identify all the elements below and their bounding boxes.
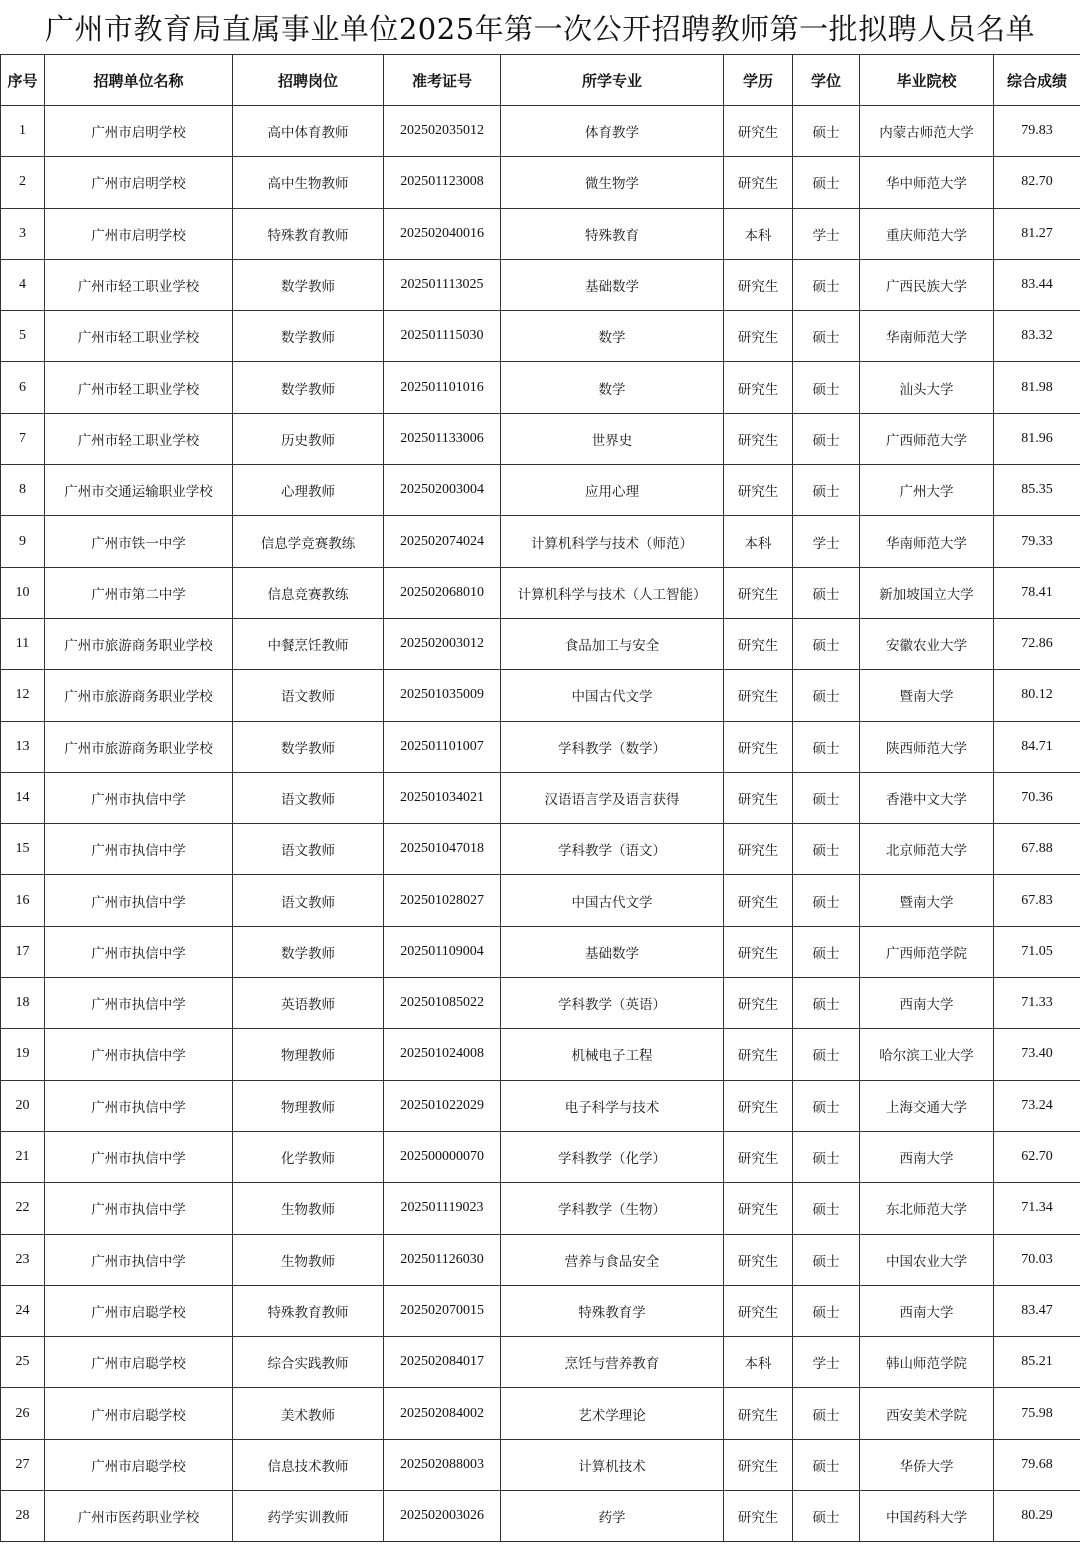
cell-school: 广西师范学院 [860,926,994,977]
cell-index: 21 [1,1131,45,1182]
table-row [1,1029,1080,1080]
table-row [1,1131,1080,1182]
cell-school: 哈尔滨工业大学 [860,1029,994,1080]
cell-score: 71.05 [994,926,1080,977]
cell-unit: 广州市执信中学 [45,1183,233,1234]
cell-score: 85.21 [994,1337,1080,1388]
cell-unit: 广州市执信中学 [45,1131,233,1182]
table-row [1,567,1080,618]
cell-score: 70.03 [994,1234,1080,1285]
cell-exam-id: 202502035012 [384,106,501,157]
cell-school: 西南大学 [860,1131,994,1182]
cell-position: 综合实践教师 [233,1337,384,1388]
table-row [1,516,1080,567]
cell-education: 本科 [724,516,793,567]
cell-education: 研究生 [724,1285,793,1336]
cell-major: 学科教学（英语） [501,978,724,1029]
cell-education: 研究生 [724,259,793,310]
cell-degree: 硕士 [793,1029,860,1080]
cell-unit: 广州市旅游商务职业学校 [45,721,233,772]
table-row [1,413,1080,464]
cell-school: 华南师范大学 [860,311,994,362]
table-row [1,670,1080,721]
cell-school: 暨南大学 [860,670,994,721]
table-row [1,1080,1080,1131]
cell-exam-id: 202500000070 [384,1131,501,1182]
cell-exam-id: 202502084002 [384,1388,501,1439]
cell-degree: 硕士 [793,1183,860,1234]
table-row [1,1285,1080,1336]
cell-major: 计算机技术 [501,1439,724,1490]
header-index: 序号 [1,55,45,106]
cell-school: 中国农业大学 [860,1234,994,1285]
cell-degree: 硕士 [793,157,860,208]
cell-exam-id: 202501123008 [384,157,501,208]
cell-major: 机械电子工程 [501,1029,724,1080]
cell-exam-id: 202502003012 [384,618,501,669]
cell-education: 研究生 [724,1234,793,1285]
table-header-row [1,55,1080,106]
cell-position: 物理教师 [233,1080,384,1131]
cell-unit: 广州市启聪学校 [45,1337,233,1388]
cell-position: 生物教师 [233,1234,384,1285]
cell-education: 研究生 [724,670,793,721]
cell-index: 18 [1,978,45,1029]
cell-degree: 硕士 [793,772,860,823]
cell-score: 62.70 [994,1131,1080,1182]
cell-school: 重庆师范大学 [860,208,994,259]
cell-education: 研究生 [724,1080,793,1131]
cell-education: 本科 [724,1337,793,1388]
cell-exam-id: 202501109004 [384,926,501,977]
cell-degree: 硕士 [793,106,860,157]
cell-degree: 硕士 [793,413,860,464]
cell-exam-id: 202501101007 [384,721,501,772]
cell-education: 研究生 [724,362,793,413]
table-row [1,618,1080,669]
cell-unit: 广州市第二中学 [45,567,233,618]
cell-unit: 广州市启聪学校 [45,1285,233,1336]
cell-school: 华中师范大学 [860,157,994,208]
table-row [1,1491,1080,1542]
cell-index: 20 [1,1080,45,1131]
cell-exam-id: 202502003026 [384,1491,501,1542]
cell-degree: 硕士 [793,978,860,1029]
cell-school: 上海交通大学 [860,1080,994,1131]
cell-exam-id: 202501028027 [384,875,501,926]
cell-unit: 广州市启明学校 [45,157,233,208]
cell-unit: 广州市轻工职业学校 [45,311,233,362]
cell-index: 1 [1,106,45,157]
cell-unit: 广州市执信中学 [45,875,233,926]
cell-degree: 硕士 [793,618,860,669]
cell-unit: 广州市轻工职业学校 [45,413,233,464]
header-unit: 招聘单位名称 [45,55,233,106]
cell-major: 中国古代文学 [501,875,724,926]
cell-score: 81.96 [994,413,1080,464]
cell-score: 73.24 [994,1080,1080,1131]
cell-position: 药学实训教师 [233,1491,384,1542]
cell-education: 研究生 [724,567,793,618]
cell-exam-id: 202501115030 [384,311,501,362]
cell-education: 研究生 [724,311,793,362]
cell-unit: 广州市铁一中学 [45,516,233,567]
cell-degree: 硕士 [793,362,860,413]
header-degree: 学位 [793,55,860,106]
cell-position: 数学教师 [233,311,384,362]
cell-education: 研究生 [724,157,793,208]
cell-degree: 硕士 [793,721,860,772]
cell-index: 19 [1,1029,45,1080]
cell-school: 西南大学 [860,1285,994,1336]
cell-position: 语文教师 [233,824,384,875]
table-row [1,1337,1080,1388]
cell-education: 研究生 [724,413,793,464]
cell-degree: 硕士 [793,1285,860,1336]
cell-index: 10 [1,567,45,618]
cell-major: 药学 [501,1491,724,1542]
cell-unit: 广州市启明学校 [45,106,233,157]
cell-unit: 广州市执信中学 [45,978,233,1029]
cell-major: 数学 [501,311,724,362]
table-row [1,824,1080,875]
cell-exam-id: 202501047018 [384,824,501,875]
cell-degree: 硕士 [793,1234,860,1285]
cell-exam-id: 202501034021 [384,772,501,823]
table-row [1,311,1080,362]
cell-education: 研究生 [724,1131,793,1182]
cell-school: 广西民族大学 [860,259,994,310]
cell-major: 微生物学 [501,157,724,208]
cell-degree: 学士 [793,516,860,567]
cell-degree: 硕士 [793,465,860,516]
cell-degree: 学士 [793,1337,860,1388]
cell-major: 中国古代文学 [501,670,724,721]
cell-school: 北京师范大学 [860,824,994,875]
cell-unit: 广州市交通运输职业学校 [45,465,233,516]
cell-school: 华南师范大学 [860,516,994,567]
cell-degree: 硕士 [793,824,860,875]
cell-education: 研究生 [724,1029,793,1080]
cell-unit: 广州市执信中学 [45,1234,233,1285]
cell-score: 80.29 [994,1491,1080,1542]
cell-position: 语文教师 [233,670,384,721]
header-position: 招聘岗位 [233,55,384,106]
cell-score: 67.83 [994,875,1080,926]
cell-exam-id: 202501126030 [384,1234,501,1285]
cell-major: 特殊教育 [501,208,724,259]
table-row [1,362,1080,413]
cell-education: 研究生 [724,1388,793,1439]
cell-school: 韩山师范学院 [860,1337,994,1388]
table-row [1,721,1080,772]
cell-degree: 硕士 [793,1491,860,1542]
cell-position: 物理教师 [233,1029,384,1080]
cell-exam-id: 202501024008 [384,1029,501,1080]
table-row [1,772,1080,823]
cell-degree: 硕士 [793,1439,860,1490]
cell-index: 2 [1,157,45,208]
cell-unit: 广州市医药职业学校 [45,1491,233,1542]
cell-school: 暨南大学 [860,875,994,926]
cell-unit: 广州市执信中学 [45,926,233,977]
cell-index: 8 [1,465,45,516]
table-row [1,1234,1080,1285]
cell-position: 数学教师 [233,926,384,977]
header-exam-id: 准考证号 [384,55,501,106]
cell-education: 研究生 [724,1439,793,1490]
cell-score: 71.33 [994,978,1080,1029]
header-major: 所学专业 [501,55,724,106]
cell-education: 研究生 [724,875,793,926]
table-body [1,106,1080,1542]
cell-school: 中国药科大学 [860,1491,994,1542]
cell-education: 本科 [724,208,793,259]
cell-school: 东北师范大学 [860,1183,994,1234]
cell-unit: 广州市轻工职业学校 [45,362,233,413]
cell-education: 研究生 [724,772,793,823]
cell-index: 17 [1,926,45,977]
cell-position: 化学教师 [233,1131,384,1182]
cell-education: 研究生 [724,926,793,977]
table-row [1,875,1080,926]
cell-score: 85.35 [994,465,1080,516]
cell-major: 应用心理 [501,465,724,516]
cell-position: 信息技术教师 [233,1439,384,1490]
cell-score: 67.88 [994,824,1080,875]
cell-major: 世界史 [501,413,724,464]
cell-major: 特殊教育学 [501,1285,724,1336]
cell-score: 75.98 [994,1388,1080,1439]
cell-index: 25 [1,1337,45,1388]
cell-position: 特殊教育教师 [233,1285,384,1336]
cell-position: 美术教师 [233,1388,384,1439]
cell-score: 79.33 [994,516,1080,567]
cell-score: 83.47 [994,1285,1080,1336]
cell-major: 计算机科学与技术（人工智能） [501,567,724,618]
table-row [1,259,1080,310]
cell-exam-id: 202501113025 [384,259,501,310]
cell-unit: 广州市启聪学校 [45,1388,233,1439]
cell-index: 24 [1,1285,45,1336]
cell-school: 陕西师范大学 [860,721,994,772]
cell-position: 数学教师 [233,721,384,772]
cell-score: 81.27 [994,208,1080,259]
header-school: 毕业院校 [860,55,994,106]
cell-position: 数学教师 [233,362,384,413]
cell-score: 71.34 [994,1183,1080,1234]
table-row [1,978,1080,1029]
cell-index: 3 [1,208,45,259]
cell-exam-id: 202502084017 [384,1337,501,1388]
cell-index: 13 [1,721,45,772]
cell-unit: 广州市执信中学 [45,1029,233,1080]
cell-school: 广西师范大学 [860,413,994,464]
cell-major: 学科教学（数学） [501,721,724,772]
cell-degree: 硕士 [793,567,860,618]
hiring-roster-table [0,54,1080,1542]
cell-position: 生物教师 [233,1183,384,1234]
table-row [1,1183,1080,1234]
cell-exam-id: 202501085022 [384,978,501,1029]
cell-position: 特殊教育教师 [233,208,384,259]
cell-major: 营养与食品安全 [501,1234,724,1285]
cell-position: 信息学竞赛教练 [233,516,384,567]
cell-position: 高中生物教师 [233,157,384,208]
header-education: 学历 [724,55,793,106]
cell-index: 9 [1,516,45,567]
cell-degree: 硕士 [793,259,860,310]
cell-index: 23 [1,1234,45,1285]
table-row [1,106,1080,157]
header-score: 综合成绩 [994,55,1080,106]
cell-education: 研究生 [724,824,793,875]
cell-major: 基础数学 [501,259,724,310]
cell-major: 烹饪与营养教育 [501,1337,724,1388]
cell-exam-id: 202502003004 [384,465,501,516]
cell-school: 安徽农业大学 [860,618,994,669]
cell-education: 研究生 [724,106,793,157]
table-row [1,208,1080,259]
cell-position: 中餐烹饪教师 [233,618,384,669]
cell-index: 5 [1,311,45,362]
cell-major: 基础数学 [501,926,724,977]
cell-school: 汕头大学 [860,362,994,413]
cell-score: 80.12 [994,670,1080,721]
cell-education: 研究生 [724,978,793,1029]
cell-exam-id: 202502074024 [384,516,501,567]
cell-unit: 广州市旅游商务职业学校 [45,618,233,669]
cell-major: 学科教学（生物） [501,1183,724,1234]
cell-position: 历史教师 [233,413,384,464]
cell-school: 西南大学 [860,978,994,1029]
cell-position: 高中体育教师 [233,106,384,157]
cell-education: 研究生 [724,465,793,516]
cell-major: 汉语语言学及语言获得 [501,772,724,823]
cell-major: 体育教学 [501,106,724,157]
cell-index: 27 [1,1439,45,1490]
cell-index: 6 [1,362,45,413]
cell-unit: 广州市执信中学 [45,772,233,823]
cell-exam-id: 202501133006 [384,413,501,464]
cell-degree: 硕士 [793,926,860,977]
cell-major: 学科教学（语文） [501,824,724,875]
cell-index: 15 [1,824,45,875]
table-row [1,465,1080,516]
cell-score: 70.36 [994,772,1080,823]
cell-score: 79.68 [994,1439,1080,1490]
cell-index: 14 [1,772,45,823]
table-row [1,1388,1080,1439]
cell-position: 语文教师 [233,875,384,926]
cell-school: 华侨大学 [860,1439,994,1490]
cell-major: 学科教学（化学） [501,1131,724,1182]
cell-index: 26 [1,1388,45,1439]
table-row [1,157,1080,208]
cell-exam-id: 202502088003 [384,1439,501,1490]
cell-score: 78.41 [994,567,1080,618]
cell-exam-id: 202502068010 [384,567,501,618]
cell-index: 16 [1,875,45,926]
cell-major: 计算机科学与技术（师范） [501,516,724,567]
document-title: 广州市教育局直属事业单位2025年第一次公开招聘教师第一批拟聘人员名单 [44,12,1036,46]
cell-score: 72.86 [994,618,1080,669]
cell-degree: 学士 [793,208,860,259]
cell-education: 研究生 [724,1491,793,1542]
cell-score: 81.98 [994,362,1080,413]
cell-education: 研究生 [724,618,793,669]
cell-score: 84.71 [994,721,1080,772]
cell-education: 研究生 [724,1183,793,1234]
cell-score: 73.40 [994,1029,1080,1080]
cell-degree: 硕士 [793,670,860,721]
cell-major: 艺术学理论 [501,1388,724,1439]
cell-position: 心理教师 [233,465,384,516]
cell-school: 广州大学 [860,465,994,516]
cell-index: 22 [1,1183,45,1234]
cell-degree: 硕士 [793,875,860,926]
cell-degree: 硕士 [793,1131,860,1182]
cell-major: 数学 [501,362,724,413]
cell-index: 12 [1,670,45,721]
cell-school: 香港中文大学 [860,772,994,823]
cell-score: 79.83 [994,106,1080,157]
cell-score: 82.70 [994,157,1080,208]
cell-education: 研究生 [724,721,793,772]
cell-exam-id: 202501022029 [384,1080,501,1131]
cell-index: 7 [1,413,45,464]
cell-unit: 广州市轻工职业学校 [45,259,233,310]
cell-exam-id: 202501035009 [384,670,501,721]
cell-index: 4 [1,259,45,310]
cell-school: 内蒙古师范大学 [860,106,994,157]
cell-position: 数学教师 [233,259,384,310]
cell-position: 语文教师 [233,772,384,823]
cell-exam-id: 202502040016 [384,208,501,259]
cell-exam-id: 202502070015 [384,1285,501,1336]
cell-school: 西安美术学院 [860,1388,994,1439]
cell-exam-id: 202501119023 [384,1183,501,1234]
cell-school: 新加坡国立大学 [860,567,994,618]
table-row [1,926,1080,977]
cell-degree: 硕士 [793,1080,860,1131]
cell-position: 英语教师 [233,978,384,1029]
cell-unit: 广州市执信中学 [45,824,233,875]
table-row [1,1439,1080,1490]
cell-degree: 硕士 [793,1388,860,1439]
cell-degree: 硕士 [793,311,860,362]
cell-unit: 广州市启明学校 [45,208,233,259]
cell-exam-id: 202501101016 [384,362,501,413]
cell-score: 83.44 [994,259,1080,310]
cell-index: 28 [1,1491,45,1542]
cell-unit: 广州市启聪学校 [45,1439,233,1490]
cell-position: 信息竞赛教练 [233,567,384,618]
cell-unit: 广州市旅游商务职业学校 [45,670,233,721]
cell-score: 83.32 [994,311,1080,362]
cell-unit: 广州市执信中学 [45,1080,233,1131]
cell-major: 食品加工与安全 [501,618,724,669]
cell-index: 11 [1,618,45,669]
cell-major: 电子科学与技术 [501,1080,724,1131]
